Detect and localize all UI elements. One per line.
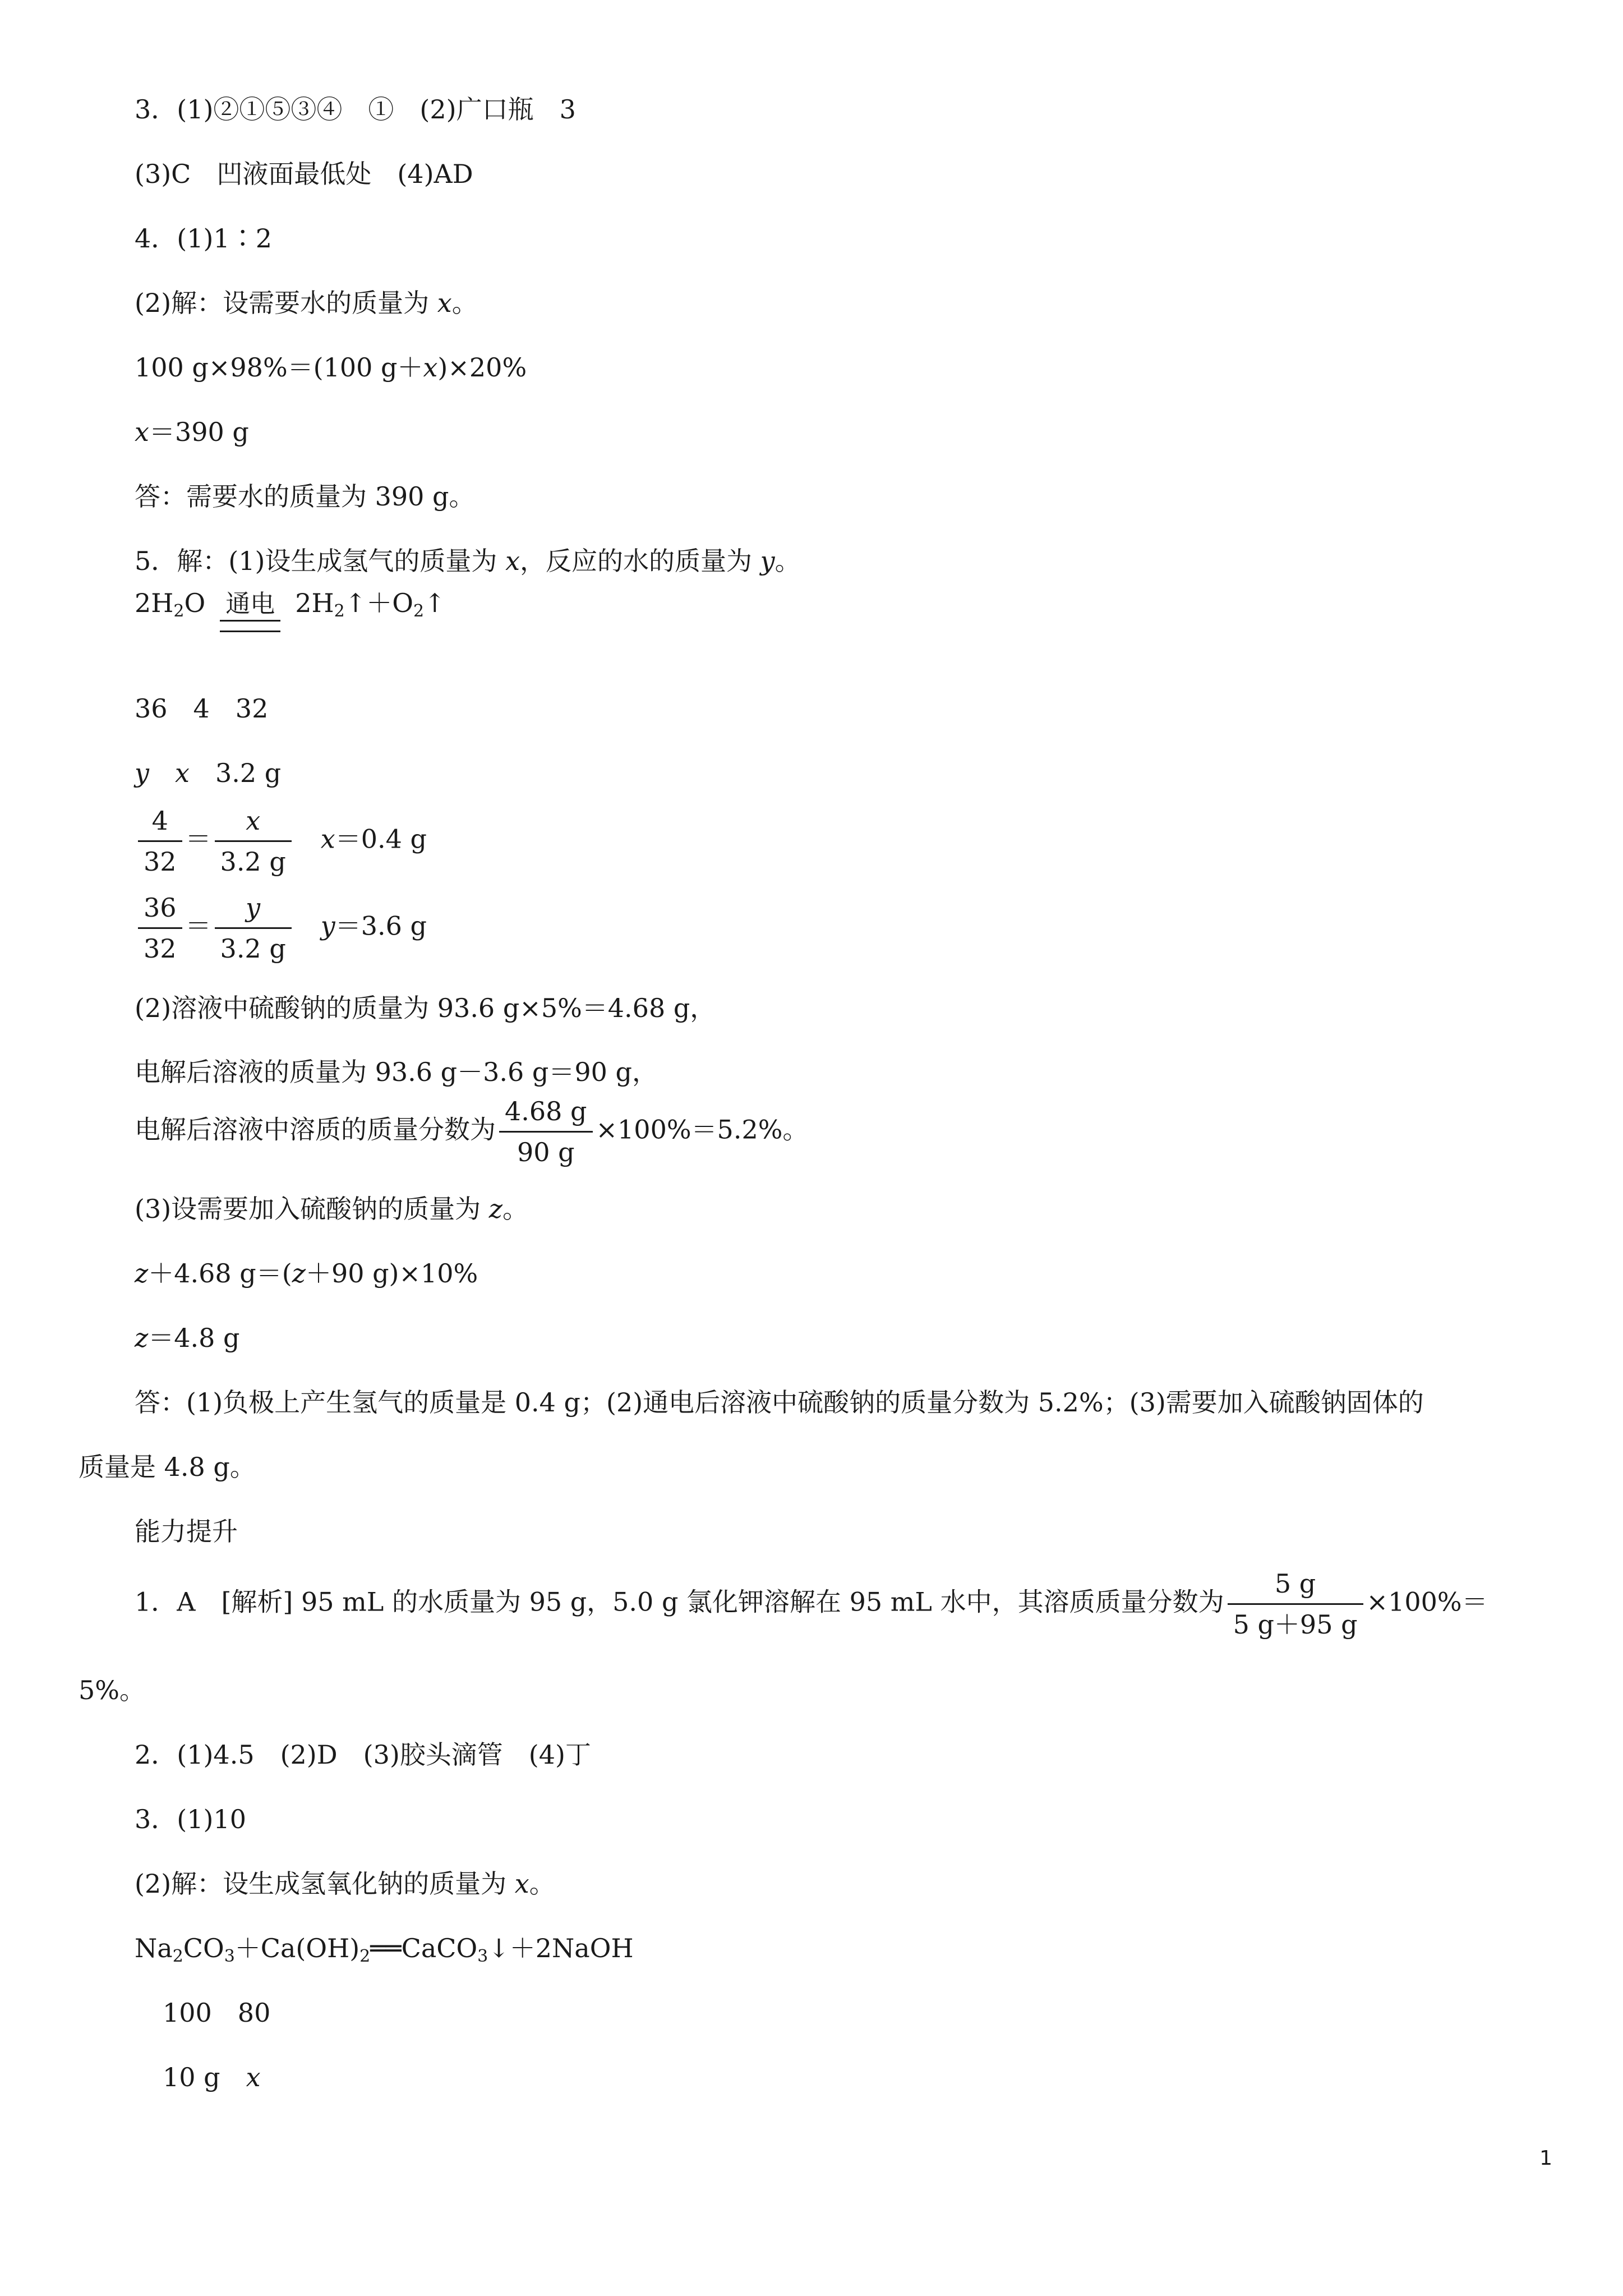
q4-result: x＝390 g xyxy=(135,417,249,447)
q4-equation: 100 g×98%＝(100 g＋x)×20% xyxy=(135,352,527,383)
q5-part3-equation: z＋4.68 g＝(z＋90 g)×10% xyxy=(135,1258,478,1289)
q5-part2-line3: 电解后溶液中溶质的质量分数为 $\frac{4.68 g}{90 g}$ ×100%＝5.2%。 xyxy=(135,1096,809,1167)
q4-answer: 答：需要水的质量为 390 g。 xyxy=(135,481,475,512)
q5-reaction-equation: $2H_2O$ 通电 $2H_2↑+O_2↑$ xyxy=(135,590,446,632)
q5-part2-line2: 电解后溶液的质量为 93.6 g－3.6 g＝90 g， xyxy=(135,1057,658,1087)
p2-q3-givens: 10 g x xyxy=(163,2062,261,2092)
p2-q3-setup: (2)解：设生成氢氧化钠的质量为 x。 xyxy=(135,1869,555,1899)
page-number: 1 xyxy=(1539,2147,1552,2170)
q5-part3-result: z＝4.8 g xyxy=(135,1323,240,1353)
q4-setup: (2)解：设需要水的质量为 x。 xyxy=(135,288,478,318)
q5-proportion-1: $\frac{4}{32}$ ＝ $\frac{x}{3.2 g}$ x＝0.4 g xyxy=(135,808,427,875)
p2-q1-line2: 5%。 xyxy=(79,1675,145,1705)
q5-part3-setup: (3)设需要加入硫酸钠的质量为 z。 xyxy=(135,1194,529,1224)
q5-answer-line2: 质量是 4.8 g。 xyxy=(79,1452,256,1482)
p2-q3-masses: 100 80 xyxy=(163,1998,271,2028)
q5-masses: 36 4 32 xyxy=(135,693,269,724)
q3-line2: (3)C 凹液面最低处 (4)AD xyxy=(135,159,473,189)
p2-q2: 2．(1)4.5 (2)D (3)胶头滴管 (4)丁 xyxy=(135,1740,591,1770)
section-title: 能力提升 xyxy=(135,1516,238,1547)
q5-setup: 5．解：(1)设生成氢气的质量为 x，反应的水的质量为 y。 xyxy=(135,546,801,576)
reaction-condition: 通电 xyxy=(220,592,280,632)
q5-proportion-2: $\frac{36}{32}$ ＝ $\frac{y}{3.2 g}$ y＝3.6 g xyxy=(135,895,427,961)
q5-answer-line1: 答：(1)负极上产生氢气的质量是 0.4 g；(2)通电后溶液中硫酸钠的质量分数为 5.2%；(3)需要加入硫酸钠固体的 xyxy=(135,1387,1424,1418)
q4-part1: 4．(1)1∶2 xyxy=(135,223,272,254)
p2-q3-reaction: $Na_2CO_3+Ca(OH)_2══CaCO_3↓+2NaOH$ xyxy=(135,1933,634,1966)
p2-q3-part1: 3．(1)10 xyxy=(135,1804,246,1834)
q5-givens: y x 3.2 g xyxy=(135,758,282,788)
p2-q1-line1: 1．A [解析] 95 mL 的水质量为 95 g，5.0 g 氯化钾溶解在 95 mL 水中，其溶质质量分数为 $\frac{5 g}{5 g+95 g}$ ×100%＝ xyxy=(135,1568,1488,1640)
q3-line1: 3．(1)②①⑤③④ ① (2)广口瓶 3 xyxy=(135,94,576,125)
q5-part2-line1: (2)溶液中硫酸钠的质量为 93.6 g×5%＝4.68 g， xyxy=(135,993,716,1023)
